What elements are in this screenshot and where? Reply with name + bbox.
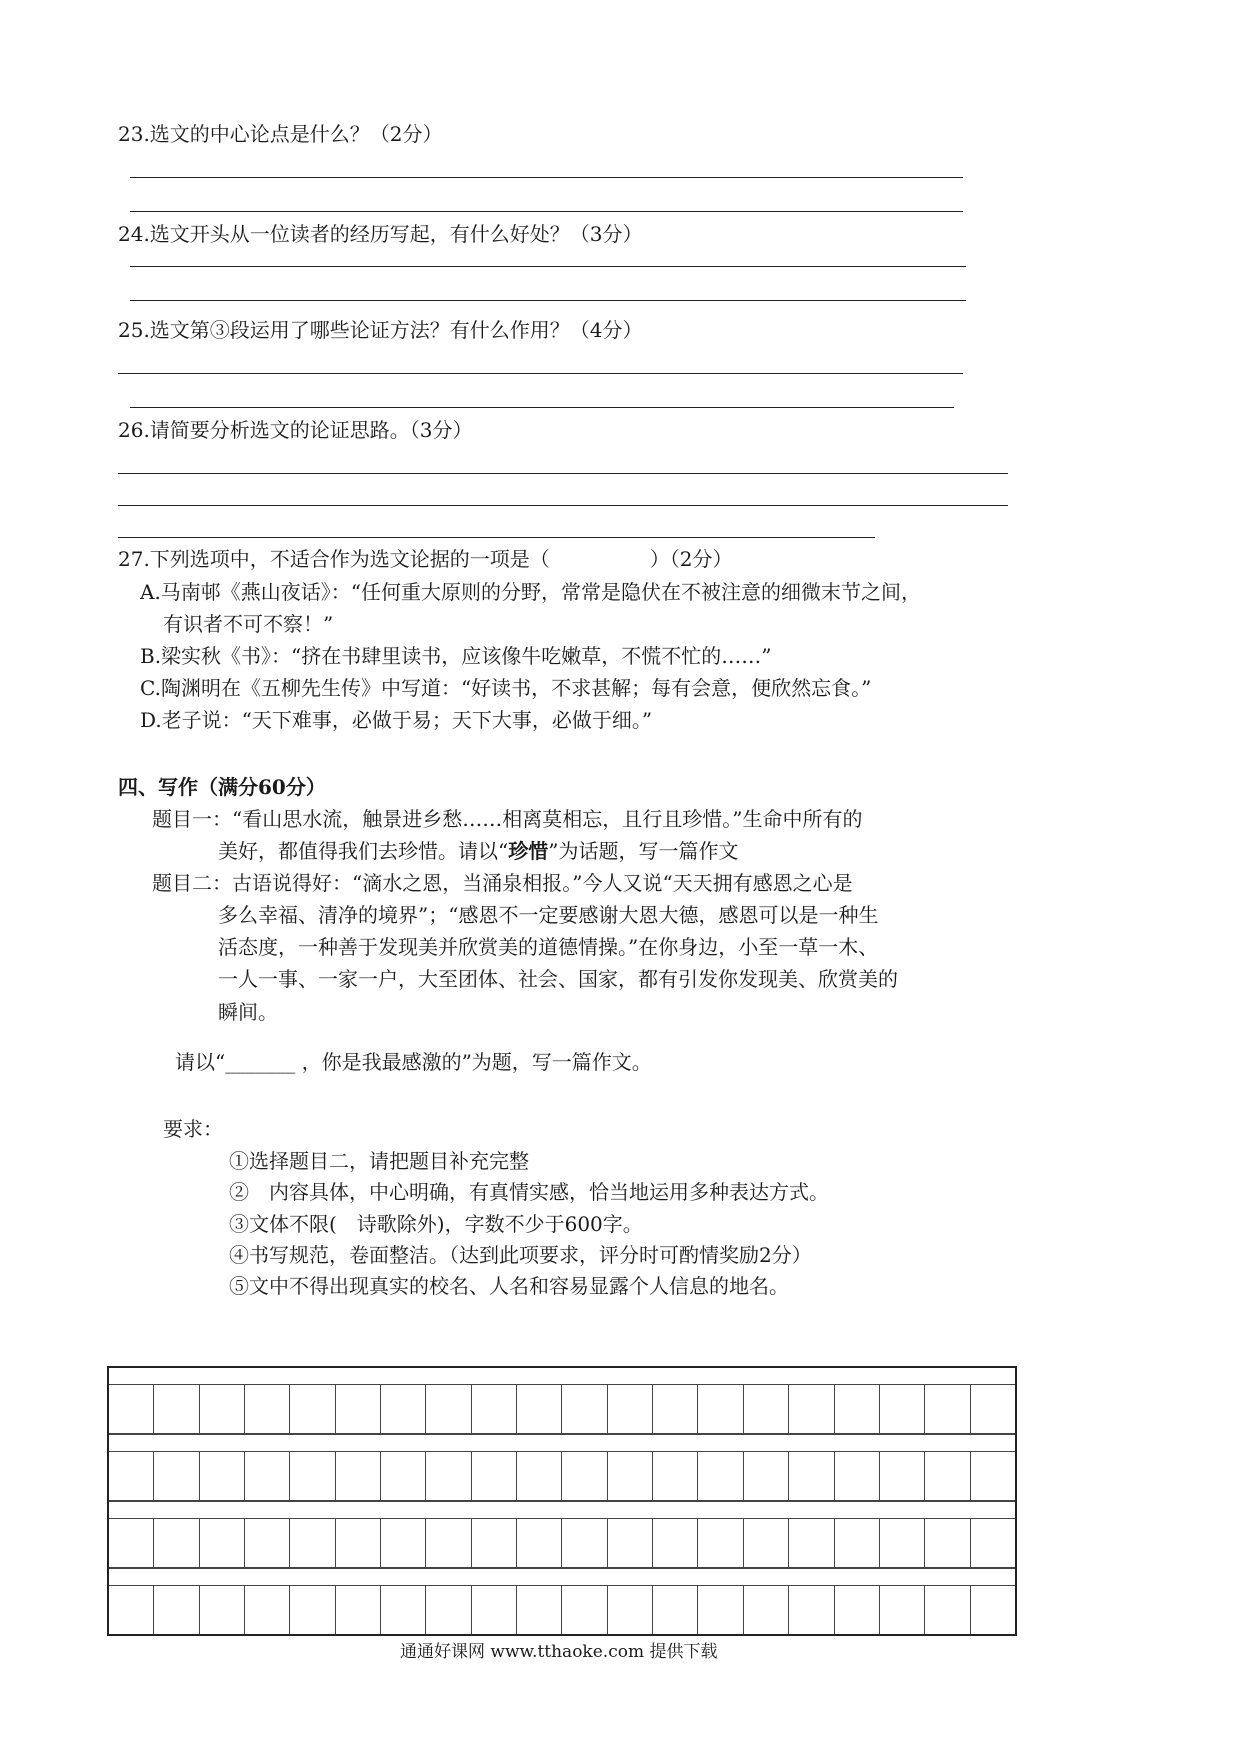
answer-line[interactable] — [130, 177, 963, 178]
grid-cell[interactable] — [426, 1519, 471, 1567]
grid-cell[interactable] — [381, 1452, 426, 1500]
grid-cell[interactable] — [472, 1519, 517, 1567]
grid-cell[interactable] — [517, 1519, 562, 1567]
grid-cell[interactable] — [109, 1452, 154, 1500]
grid-cell[interactable] — [880, 1385, 925, 1433]
grid-cell[interactable] — [744, 1586, 789, 1634]
grid-cell[interactable] — [698, 1586, 743, 1634]
requirement-item: ④书写规范，卷面整洁。（达到此项要求，评分时可酌情奖励2分） — [229, 1243, 812, 1267]
option-b: B.梁实秋《书》：“挤在书肆里读书，应该像牛吃嫩草，不慌不忙的……” — [140, 644, 772, 668]
grid-cell[interactable] — [971, 1519, 1015, 1567]
answer-line[interactable] — [118, 537, 875, 538]
grid-cell[interactable] — [835, 1586, 880, 1634]
grid-cell[interactable] — [835, 1385, 880, 1433]
grid-cell[interactable] — [200, 1519, 245, 1567]
grid-cell[interactable] — [336, 1385, 381, 1433]
topic-1-text: 美好，都值得我们去珍惜。请以“ — [218, 839, 509, 863]
grid-cell[interactable] — [154, 1385, 199, 1433]
grid-cell[interactable] — [517, 1586, 562, 1634]
grid-cell[interactable] — [290, 1586, 335, 1634]
option-d: D.老子说：“天下难事，必做于易；天下大事，必做于细。” — [140, 708, 653, 732]
grid-spacer — [109, 1434, 1015, 1452]
grid-cell[interactable] — [336, 1586, 381, 1634]
answer-line[interactable] — [130, 407, 954, 408]
grid-cell[interactable] — [336, 1452, 381, 1500]
question-27-stem: 27.下列选项中，不适合作为选文论据的一项是（ ）（2分） — [118, 547, 733, 571]
grid-row[interactable] — [109, 1385, 1015, 1434]
question-25: 25.选文第③段运用了哪些论证方法？有什么作用？（4分） — [118, 318, 643, 342]
grid-cell[interactable] — [653, 1586, 698, 1634]
grid-cell[interactable] — [925, 1452, 970, 1500]
grid-cell[interactable] — [109, 1586, 154, 1634]
grid-cell[interactable] — [789, 1385, 834, 1433]
grid-cell[interactable] — [154, 1586, 199, 1634]
grid-cell[interactable] — [744, 1519, 789, 1567]
grid-cell[interactable] — [336, 1519, 381, 1567]
grid-cell[interactable] — [653, 1385, 698, 1433]
topic-2-line: 多么幸福、清净的境界”；“感恩不一定要感谢大恩大德，感恩可以是一种生 — [218, 903, 879, 927]
grid-spacer — [109, 1501, 1015, 1519]
answer-line[interactable] — [130, 300, 966, 301]
question-23: 23.选文的中心论点是什么？（2分） — [118, 122, 443, 146]
answer-line[interactable] — [118, 505, 1008, 506]
option-c: C.陶渊明在《五柳先生传》中写道：“好读书，不求甚解；每有会意，便欣然忘食。” — [140, 676, 872, 700]
grid-cell[interactable] — [562, 1586, 607, 1634]
grid-cell[interactable] — [789, 1452, 834, 1500]
grid-cell[interactable] — [608, 1452, 653, 1500]
grid-cell[interactable] — [835, 1519, 880, 1567]
grid-cell[interactable] — [608, 1519, 653, 1567]
grid-cell[interactable] — [698, 1519, 743, 1567]
grid-cell[interactable] — [744, 1385, 789, 1433]
grid-cell[interactable] — [835, 1452, 880, 1500]
grid-cell[interactable] — [200, 1385, 245, 1433]
grid-cell[interactable] — [381, 1586, 426, 1634]
topic-2-line: 一人一事、一家一户，大至团体、社会、国家，都有引发你发现美、欣赏美的 — [218, 967, 898, 991]
requirements-title: 要求： — [163, 1117, 223, 1141]
grid-cell[interactable] — [608, 1586, 653, 1634]
grid-spacer — [109, 1568, 1015, 1586]
answer-line[interactable] — [130, 211, 963, 212]
topic-1-line — [218, 839, 738, 863]
grid-cell[interactable] — [472, 1385, 517, 1433]
grid-cell[interactable] — [200, 1452, 245, 1500]
grid-cell[interactable] — [562, 1452, 607, 1500]
grid-cell[interactable] — [381, 1519, 426, 1567]
grid-cell[interactable] — [653, 1452, 698, 1500]
grid-cell[interactable] — [109, 1385, 154, 1433]
grid-cell[interactable] — [290, 1519, 335, 1567]
requirement-item: ③文体不限( 诗歌除外)，字数不少于600字。 — [229, 1212, 643, 1236]
grid-cell[interactable] — [426, 1586, 471, 1634]
grid-cell[interactable] — [472, 1586, 517, 1634]
grid-cell[interactable] — [154, 1452, 199, 1500]
grid-cell[interactable] — [925, 1586, 970, 1634]
grid-cell[interactable] — [154, 1519, 199, 1567]
grid-cell[interactable] — [653, 1519, 698, 1567]
grid-cell[interactable] — [971, 1385, 1015, 1433]
grid-row[interactable] — [109, 1519, 1015, 1568]
grid-row[interactable] — [109, 1452, 1015, 1501]
composition-grid[interactable] — [107, 1366, 1017, 1636]
grid-cell[interactable] — [744, 1452, 789, 1500]
answer-line[interactable] — [118, 473, 1008, 474]
topic-1-text: ”为话题，写一篇作文 — [548, 839, 739, 863]
grid-cell[interactable] — [880, 1452, 925, 1500]
page-footer: 通通好课网 www.tthaoke.com 提供下载 — [400, 1642, 718, 1662]
grid-cell[interactable] — [517, 1385, 562, 1433]
topic-2-prompt: 请以“_______ ，你是我最感激的”为题，写一篇作文。 — [175, 1050, 652, 1074]
grid-cell[interactable] — [789, 1586, 834, 1634]
grid-cell[interactable] — [245, 1385, 290, 1433]
requirement-item: ⑤文中不得出现真实的校名、人名和容易显露个人信息的地名。 — [229, 1274, 789, 1298]
topic-2-line: 活态度，一种善于发现美并欣赏美的道德情操。”在你身边，小至一草一木、 — [218, 935, 879, 959]
answer-line[interactable] — [118, 373, 963, 374]
requirement-item: ①选择题目二，请把题目补充完整 — [229, 1149, 529, 1173]
grid-cell[interactable] — [608, 1385, 653, 1433]
option-a-cont: 有识者不可不察！” — [163, 612, 334, 636]
grid-cell[interactable] — [245, 1452, 290, 1500]
topic-1-keyword: 珍惜 — [508, 839, 549, 863]
grid-cell[interactable] — [426, 1452, 471, 1500]
grid-cell[interactable] — [880, 1586, 925, 1634]
grid-cell[interactable] — [971, 1452, 1015, 1500]
grid-cell[interactable] — [698, 1452, 743, 1500]
grid-cell[interactable] — [880, 1519, 925, 1567]
section-heading-writing: 四、写作（满分60分） — [118, 775, 326, 799]
question-24: 24.选文开头从一位读者的经历写起，有什么好处？（3分） — [118, 222, 643, 246]
grid-cell[interactable] — [245, 1519, 290, 1567]
topic-2-line: 题目二：古语说得好：“滴水之恩，当涌泉相报。”今人又说“天天拥有感恩之心是 — [152, 871, 853, 895]
grid-cell[interactable] — [200, 1586, 245, 1634]
grid-cell[interactable] — [290, 1385, 335, 1433]
question-26: 26.请简要分析选文的论证思路。（3分） — [118, 418, 473, 442]
topic-2-line: 瞬间。 — [218, 1000, 278, 1024]
answer-line[interactable] — [130, 266, 966, 267]
grid-cell[interactable] — [472, 1452, 517, 1500]
grid-cell[interactable] — [381, 1385, 426, 1433]
grid-cell[interactable] — [517, 1452, 562, 1500]
grid-cell[interactable] — [109, 1519, 154, 1567]
grid-cell[interactable] — [925, 1385, 970, 1433]
grid-row[interactable] — [109, 1586, 1015, 1634]
grid-cell[interactable] — [290, 1452, 335, 1500]
topic-1-line: 题目一：“看山思水流，触景进乡愁……相离莫相忘，且行且珍惜。”生命中所有的 — [152, 807, 863, 831]
requirement-item: ② 内容具体，中心明确，有真情实感，恰当地运用多种表达方式。 — [229, 1180, 829, 1204]
grid-cell[interactable] — [698, 1385, 743, 1433]
grid-cell[interactable] — [562, 1519, 607, 1567]
grid-cell[interactable] — [426, 1385, 471, 1433]
option-a: A.马南邨《燕山夜话》：“任何重大原则的分野，常常是隐伏在不被注意的细微末节之间， — [140, 580, 922, 604]
grid-cell[interactable] — [971, 1586, 1015, 1634]
grid-cell[interactable] — [562, 1385, 607, 1433]
grid-cell[interactable] — [925, 1519, 970, 1567]
grid-cell[interactable] — [245, 1586, 290, 1634]
grid-spacer — [109, 1368, 1015, 1385]
grid-cell[interactable] — [789, 1519, 834, 1567]
